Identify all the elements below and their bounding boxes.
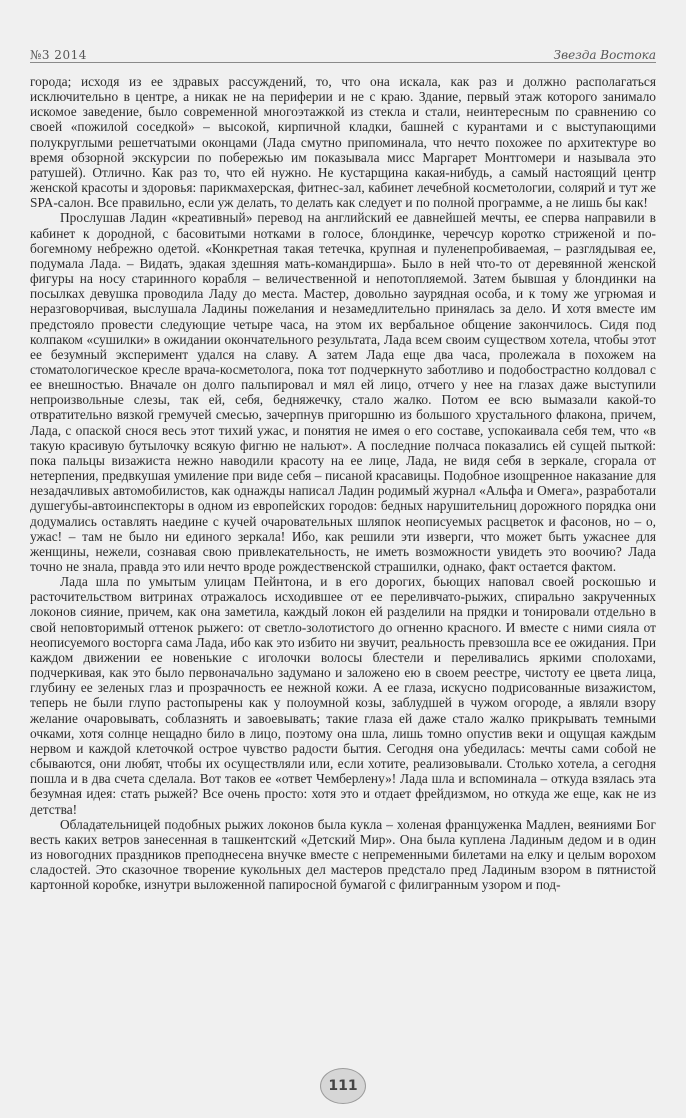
running-header — [30, 36, 656, 62]
paragraph-1: города; исходя из ее здравых рассуждений, то, что она искала, как раз и должно располагаться исключительно в центре, а никак не на периферии и не с краю. Здание, первый этаж которого занимало искомое заведение, было современной многоэтажкой из стекла и стали, неинтересным по сравнению со своей «пожилой соседкой» – высокой, кирпичной кладки, башней с курантами и с выступающими полукруглыми решетчатыми оконцами (Лада смутно припоминала, что нечто похожее по архитектуре во время обзорной экскурсии по побережью им показывала мисс Маргарет Монтгомери и называла это ратушей). Отлично. Как раз то, что ей нужно. Не кустарщина какая-нибудь, а самый настоящий центр женской красоты и здоровья: парикмахерская, фитнес-зал, кабинет лечебной косметологии, солярий и тут же SPA-салон. Все правильно, если уж делать, то делать как следует и по полной программе, а не лишь бы как! — [30, 74, 656, 211]
article-body — [30, 74, 656, 892]
issue-number: №3 2014 — [30, 48, 87, 62]
page-number: 111 — [320, 1068, 366, 1104]
header-divider — [30, 62, 656, 63]
paragraph-2: Прослушав Ладин «креативный» перевод на английский ее давнейшей мечты, ее сперва направили в кабинет к дородной, с басовитыми нотками в голосе, блондинке, черечсур коротко стриженой и по-богемному небрежно одетой. «Конкретная такая тетечка, крупная и пуленепробиваемая, – разглядывая ее, подумала Лада. – Видать, эдакая здешняя мать-командирша». Было в ней что-то от деревянной женской фигуры на носу старинного корабля – величественной и непотопляемой. Затем бывшая у блондинки на посылках девушка проводила Ладу до места. Мастер, довольно заурядная особа, и к тому же угрюмая и неразговорчивая, выслушала Ладины пожелания и незамедлительно принялась за дело. И хотя вместе им предстояло провести следующие четыре часа, на этом их вербальное общение закончилось. Сидя под колпаком «сушилки» в ожидании окончательного результата, Лада всем своим существом хотела, чтобы этот ее безумный эксперимент удался на славу. А затем Лада еще два часа, пролежала в похожем на стоматологическое кресле врача-косметолога, пока тот подчеркнуто заботливо и подобострастно колдовал с ее внешностью. Вначале он долго пальпировал и мял ей лицо, отчего у нее на глазах даже выступили непроизвольные слезы, так ей, себя, бедняжечку, стало жалко. Потом ее всю вымазали какой-то отвратительно вязкой гремучей смесью, зачерпнув пригоршню из большого хрустального флакона, причем, Лада, с опаской снося весь этот тихий ужас, и понятия не имея о его составе, успокаивала себя тем, что «в такую красивую бутылочку всякую фигню не нальют». А последние полчаса показались ей сущей пыткой: пока пальцы визажиста нежно наводили красоту на ее лице, Лада, не видя себя в зеркале, сгорала от нетерпения, предвкушая умиление при виде себя – писаной красавицы. Подобное изощренное наказание для незадачливых автомобилистов, как однажды написал Ладин родимый журнал «Альфа и Омега», разработали душегубы-автоинспекторы в одном из европейских городов: бедных нарушительниц дорожного порядка они додумались оставлять наедине с кучей очаровательных шляпок неописуемых расцветок и фасонов, но – о, ужас! – там не было ни единого зеркала! Ибо, как решили эти изверги, что может быть ужаснее для женщины, нежели, сознавая свою привлекательность, не иметь возможности увидеть это воочию? Лада точно не знала, правда это или нечто вроде рождественской страшилки, однако, факт остается фактом. — [30, 210, 656, 574]
paragraph-3: Лада шла по умытым улицам Пейнтона, и в его дорогих, бьющих наповал своей роскошью и расточительством витринах отражалось исходившее от ее переливчато-рыжих, спирально закрученных локонов сияние, причем, как она заметила, каждый локон ей разделили на прядки и тонировали отдельно в свой неповторимый оттенок рыжего: от светло-золотистого до огненно красного. И вместе с ними сияла от неописуемого восторга сама Лада, ибо как это избито ни звучит, реальность превзошла все ее ожидания. При каждом движении ее новенькие с иголочки волосы блестели и переливались яркими сполохами, подчеркивая, как это было первоначально задумано и заложено ею в своем реестре, чистоту ее цвета лица, глубину ее зеленых глаз и прозрачность ее нежной кожи. А ее глаза, искусно подрисованные визажистом, теперь не были глупо растопырены как у полоумной козы, заблудшей в чужом огороде, а являли взору желание очаровывать, соблазнять и завоевывать; такие глаза ей даже стало жалко прикрывать темными очками, хотя солнце нещадно било в лицо, поэтому она шла, лишь томно опустив веки и ощущая каждым нервом и каждой клеточкой острое чувство радости бытия. Сегодня она убедилась: мечты сами собой не сбываются, они любят, чтобы их осуществляли или, если хотите, реализовывали. Столько хотела, а сегодня пошла и в два счета сделала. Вот таков ее «ответ Чемберлену»! Лада шла и вспоминала – откуда взялась эта безумная идея: стать рыжей? Все очень просто: хотя это и отдает фрейдизмом, но откуда же еще, как не из детства! — [30, 574, 656, 817]
journal-title: Звезда Востока — [553, 48, 656, 62]
paragraph-4: Обладательницей подобных рыжих локонов была кукла – холеная француженка Мадлен, веяниями Бог весть каких ветров занесенная в ташкентский «Детский Мир». Она была куплена Ладиным дедом и в один из новогодних праздников преподнесена внучке вместе с непременными билетами на елку и целым ворохом сладостей. Это сказочное творение кукольных дел мастеров предстало пред Ладиным взором в пятнистой картонной коробке, изнутри выложенной папиросной бумагой с филигранным узором и под- — [30, 816, 656, 893]
